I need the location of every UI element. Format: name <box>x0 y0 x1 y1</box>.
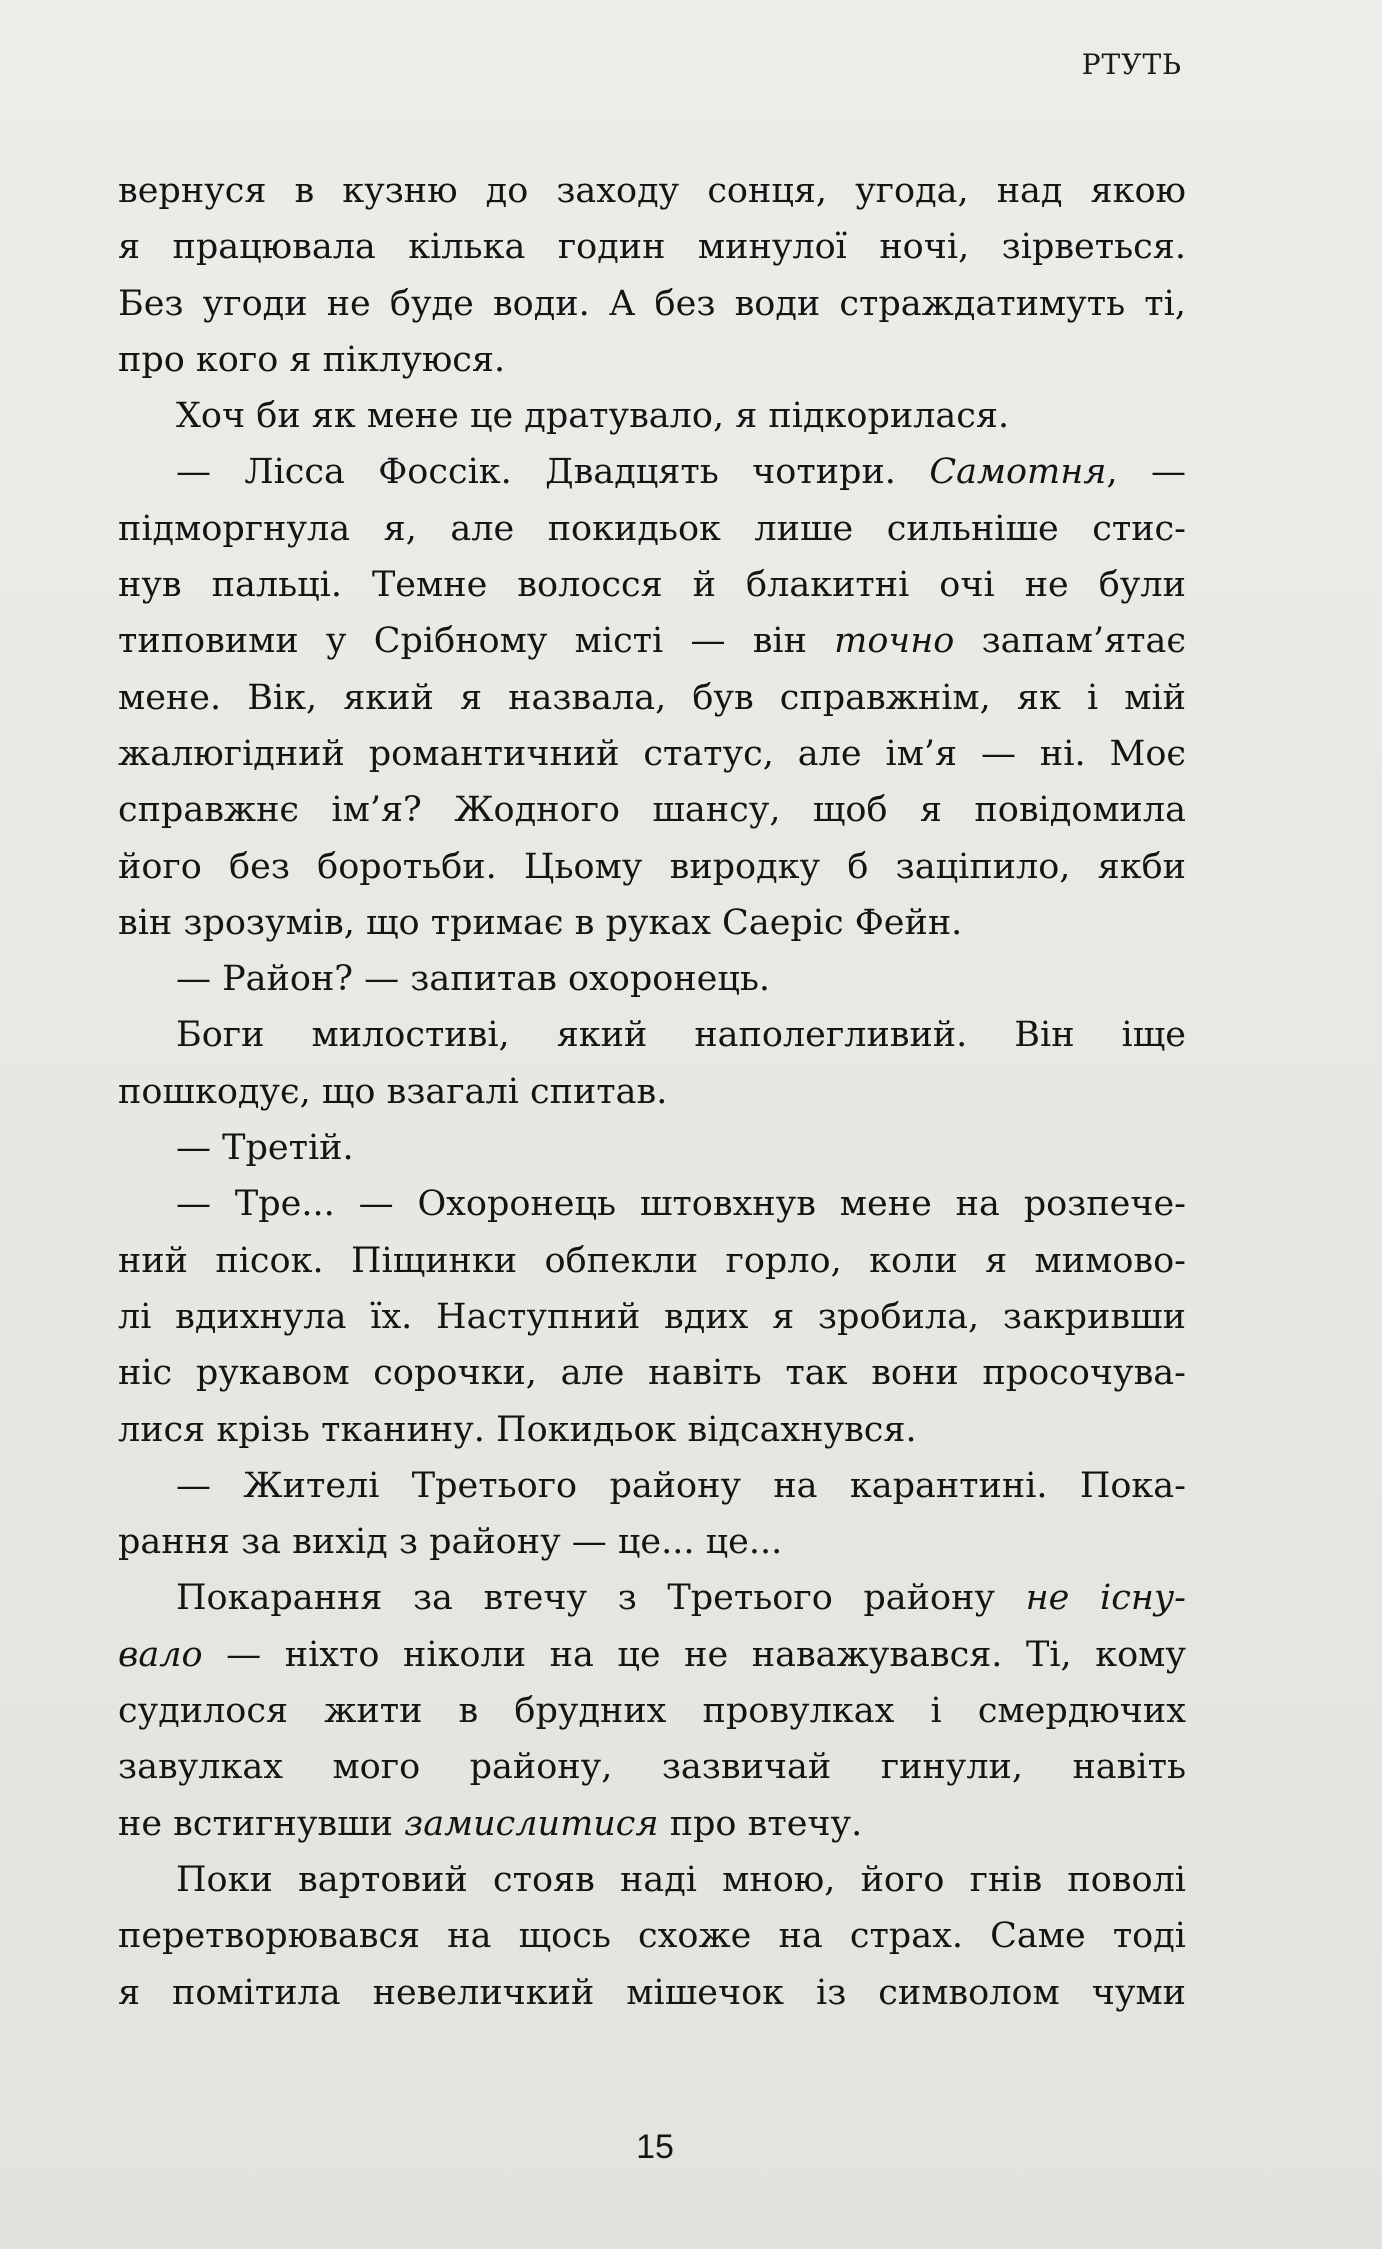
text-line <box>118 444 1186 500</box>
text-run: типовими у Срібному місті — він <box>118 621 835 662</box>
text-line: Без угоди не буде води. А без води страждатимуть ті, <box>118 283 1186 324</box>
text-line: я працювала кілька годин минулої ночі, зірветься. <box>118 227 1186 268</box>
text-line: вернуся в кузню до заходу сонця, угода, над якою <box>118 171 1186 211</box>
text-line: — Тре... — Охоронець штовхнув мене на розпече- <box>176 1184 1186 1225</box>
text-line <box>118 1796 1186 1852</box>
text-line: він зрозумів, що тримає в руках Саеріс Фейн. <box>118 902 963 943</box>
text-line <box>118 1570 1186 1626</box>
text-line: лися крізь тканину. Покидьок відсахнувся. <box>118 1409 917 1450</box>
text-line: ний пісок. Піщинки обпекли горло, коли я мимово- <box>118 1240 1186 1281</box>
text-line: підморгнула я, але покидьок лише сильніше стис- <box>118 508 1186 549</box>
text-line: рання за вихід з району — це... це... <box>118 1522 783 1563</box>
italic-emphasis: Самотня <box>929 452 1107 493</box>
text-line: лі вдихнула їх. Наступний вдих я зробила, закривши <box>118 1296 1186 1337</box>
text-line: завулках мого району, зазвичай гинули, навіть <box>118 1747 1186 1788</box>
running-head-title: РТУТЬ <box>1081 48 1182 81</box>
text-line: ніс рукавом сорочки, але навіть так вони просочува- <box>118 1353 1186 1394</box>
text-line <box>118 1627 1186 1683</box>
text-line: я помітила невеличкий мішечок із символом чуми <box>118 1972 1186 2013</box>
text-line: Поки вартовий стояв наді мною, його гнів поволі <box>176 1859 1186 1900</box>
text-line: про кого я піклуюся. <box>118 339 506 380</box>
italic-emphasis: замислитися <box>404 1803 659 1844</box>
text-line: нув пальці. Темне волосся й блакитні очі не були <box>118 565 1186 606</box>
text-line: мене. Вік, який я назвала, був справжнім, як і мій <box>118 677 1186 718</box>
italic-emphasis: точно <box>834 621 955 662</box>
text-line: пошкодує, що взагалі спитав. <box>118 1071 668 1112</box>
text-line: — Район? — запитав охоронець. <box>176 959 771 1000</box>
text-run: про втечу. <box>658 1803 863 1844</box>
text-line: Боги милостиві, який наполегливий. Він іще <box>176 1015 1186 1056</box>
text-line: — Жителі Третього району на карантині. Пока- <box>176 1465 1186 1506</box>
text-run: — ніхто ніколи на це не наважувався. Ті, кому <box>202 1634 1186 1675</box>
text-line: справжнє ім’я? Жодного шансу, щоб я повідомила <box>118 790 1186 831</box>
text-line <box>118 613 1186 669</box>
text-run: запам’ятає <box>954 621 1186 662</box>
body-text <box>118 163 1186 2021</box>
text-line: — Третій. <box>176 1128 354 1169</box>
text-line: Хоч би як мене це дратувало, я підкорилася. <box>176 396 1010 437</box>
text-run: — Лісса Фоссік. Двадцять чотири. <box>176 452 930 493</box>
text-line: його без боротьби. Цьому виродку б заціпило, якби <box>118 846 1186 887</box>
text-run: не встигнувши <box>118 1803 405 1844</box>
italic-emphasis: вало <box>118 1634 203 1675</box>
text-line: судилося жити в брудних провулках і смердючих <box>118 1691 1186 1732</box>
text-run: Покарання за втечу з Третього району <box>176 1578 1026 1619</box>
text-run: , — <box>1106 452 1186 493</box>
text-line: жалюгідний романтичний статус, але ім’я — ні. Моє <box>118 733 1186 774</box>
text-line: перетворювався на щось схоже на страх. Саме тоді <box>118 1916 1186 1957</box>
italic-emphasis: не існу- <box>1025 1578 1186 1619</box>
page-number: 15 <box>636 2128 674 2166</box>
